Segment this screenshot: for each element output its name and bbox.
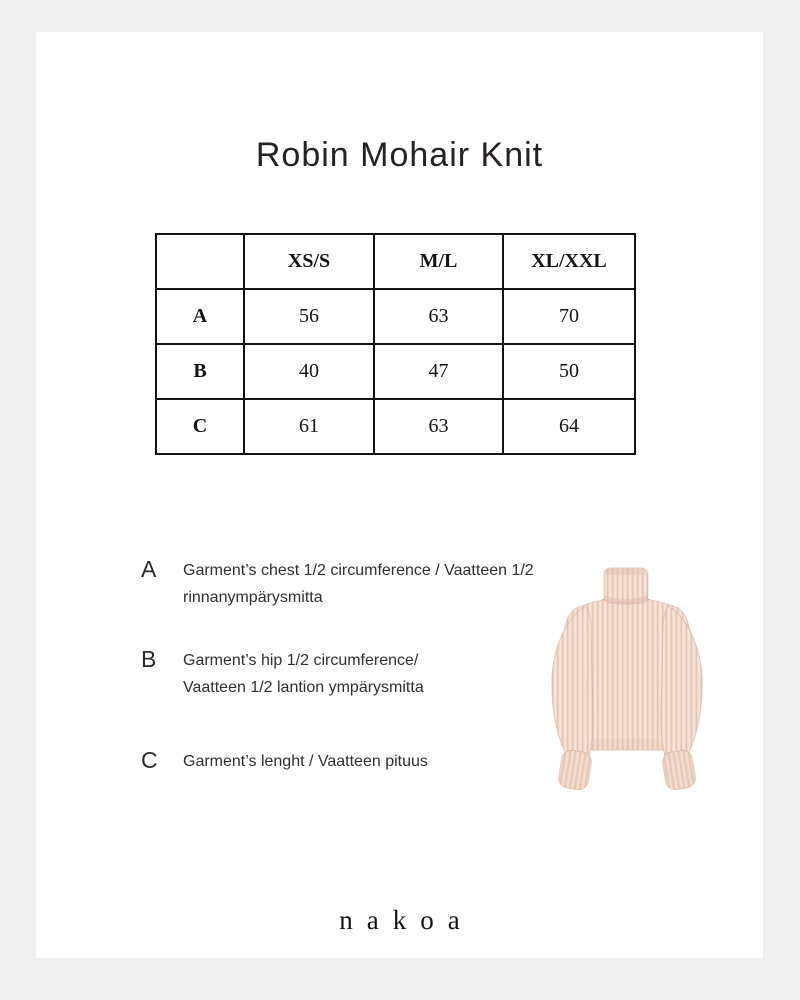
legend-text-b [183, 646, 424, 701]
legend-text-a [183, 556, 534, 611]
turtleneck-collar [604, 568, 648, 605]
column-header-xl-xxl: XL/XXL [503, 234, 635, 289]
table-row [156, 344, 635, 399]
size-value: 64 [503, 399, 635, 454]
legend-line: Garment’s chest 1/2 circumference / Vaatteen 1/2 [183, 562, 534, 579]
table-row [156, 289, 635, 344]
size-value: 47 [374, 344, 503, 399]
size-value: 40 [244, 344, 374, 399]
column-header-m-l: M/L [374, 234, 503, 289]
row-label-b: B [156, 344, 244, 399]
size-value: 61 [244, 399, 374, 454]
product-title: Robin Mohair Knit [255, 136, 544, 174]
size-value: 70 [503, 289, 635, 344]
legend-line: Garment’s hip 1/2 circumference/ [183, 652, 419, 669]
legend-line: Garment’s lenght / Vaatteen pituus [183, 753, 428, 770]
size-table [155, 233, 636, 455]
size-value: 63 [374, 289, 503, 344]
legend-item-a [141, 556, 571, 611]
legend-item-b [141, 646, 571, 701]
legend-letter-b: B [141, 646, 157, 672]
row-label-a: A [156, 289, 244, 344]
legend-line: rinnanympärysmitta [183, 589, 323, 606]
size-value: 63 [374, 399, 503, 454]
row-label-c: C [156, 399, 244, 454]
size-value: 50 [503, 344, 635, 399]
content-page [36, 32, 763, 958]
corner-cell [156, 234, 244, 289]
table-row [156, 399, 635, 454]
size-value: 56 [244, 289, 374, 344]
mohair-sweater-image [542, 562, 714, 794]
legend-text-c [183, 747, 428, 775]
legend-letter-a: A [141, 556, 157, 582]
column-header-xs-s: XS/S [244, 234, 374, 289]
legend-line: Vaatteen 1/2 lantion ympärysmitta [183, 679, 424, 696]
legend-item-c [141, 747, 571, 775]
legend-letter-c: C [141, 747, 158, 773]
table-header-row [156, 234, 635, 289]
brand-logo: nakoa [339, 905, 474, 935]
product-photo [542, 562, 714, 794]
sweater-sleeve [552, 606, 593, 791]
